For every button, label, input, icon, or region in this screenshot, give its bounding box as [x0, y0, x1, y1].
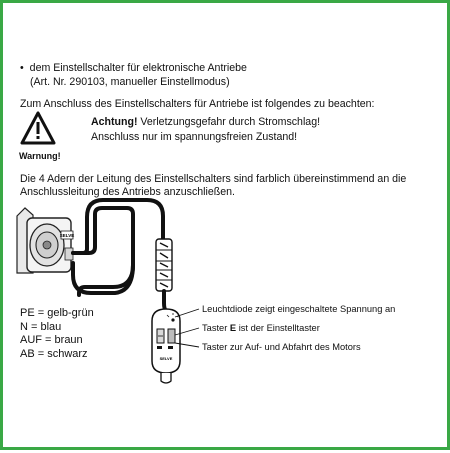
- bullet-text: dem Einstellschalter für elektronische Antriebe: [29, 62, 247, 74]
- annotation-motor: Taster zur Auf- und Abfahrt des Motors: [202, 342, 361, 352]
- annotation-led: Leuchtdiode zeigt eingeschaltete Spannung an: [202, 304, 396, 314]
- article-number: (Art. Nr. 290103, manueller Einstellmodus): [30, 76, 230, 88]
- warning-line-2: Anschluss nur im spannungsfreien Zustand!: [91, 131, 298, 143]
- warning-line-1-text: Verletzungsgefahr durch Stromschlag!: [137, 116, 321, 128]
- annotation-taster-e: [202, 323, 320, 333]
- led-icon: [171, 318, 174, 321]
- taster-suffix: ist der Einstelltaster: [236, 323, 320, 333]
- wire-color-legend: [20, 307, 94, 361]
- legend-pe: PE = gelb-grün: [20, 307, 94, 319]
- wiring-diagram: [3, 3, 450, 453]
- achtung-label: Achtung!: [91, 116, 138, 128]
- warning-label: Warnung!: [19, 151, 61, 161]
- leader-led: [175, 309, 199, 317]
- legend-ab: AB = schwarz: [20, 347, 88, 360]
- legend-n: N = blau: [20, 320, 62, 333]
- motor-brand-label: SELVE: [59, 233, 75, 238]
- adjustment-switch: [152, 309, 180, 383]
- set-button-icon: [168, 329, 175, 343]
- instruction-line-2: Anschlussleitung des Antriebs anzuschließen.: [20, 186, 235, 198]
- instruction-line-1: Die 4 Adern der Leitung des Einstellschalters sind farblich übereinstimmend an die: [20, 173, 407, 185]
- taster-e-label: E: [229, 323, 237, 333]
- switch-brand-label: SELVE: [159, 356, 173, 361]
- bullet-dot: •: [20, 62, 24, 74]
- cable-connector: [156, 239, 172, 291]
- legend-auf: AUF = braun: [20, 334, 83, 346]
- taster-prefix: Taster: [202, 323, 230, 333]
- motor-drive: [17, 208, 74, 273]
- switch-cable: [164, 291, 166, 311]
- notice-text: Zum Anschluss des Einstellschalters für Antriebe ist folgendes zu beachten:: [20, 98, 375, 110]
